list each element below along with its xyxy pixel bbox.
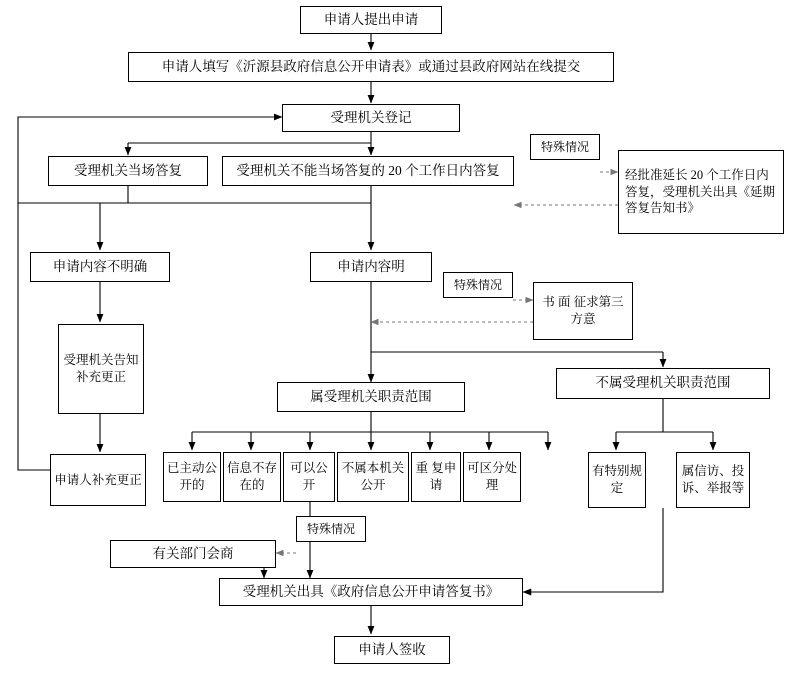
node-special-regulation: 有特别规定: [588, 452, 646, 508]
node-extension-notice: 经批准延长 20 个工作日内答复，受理机关出具《延期答复告知书》: [618, 150, 784, 234]
node-within-duty: 属受理机关职责范围: [277, 382, 465, 412]
node-special-case-1: 特殊情况: [530, 134, 600, 160]
node-special-case-3: 特殊情况: [296, 516, 366, 542]
node-special-case-2: 特殊情况: [443, 272, 513, 298]
node-applicant-supplement: 申请人补充更正: [50, 454, 146, 506]
node-content-clear: 申请内容明: [310, 252, 432, 282]
node-applicant-submit: 申请人提出申请: [300, 6, 442, 34]
node-not-this-agency: 不属本机关公开: [337, 452, 409, 502]
node-can-disclose: 可以公开: [283, 452, 335, 502]
node-outside-duty: 不属受理机关职责范围: [556, 368, 770, 399]
node-fill-form: 申请人填写《沂源县政府信息公开申请表》或通过县政府网站在线提交: [128, 52, 614, 82]
node-separable: 可区分处理: [463, 452, 521, 502]
node-petition-complaint: 属信访、投诉、举报等: [676, 452, 750, 508]
node-not-exist: 信息不存在的: [223, 452, 281, 502]
node-applicant-receipt: 申请人签收: [334, 636, 450, 664]
node-20-working-days: 受理机关不能当场答复的 20 个工作日内答复: [222, 156, 514, 186]
node-duplicate-request: 重 复申请: [411, 452, 461, 502]
node-third-party-opinion: 书 面 征求第三方意: [533, 282, 633, 340]
node-content-unclear: 申请内容不明确: [30, 252, 170, 282]
node-department-consultation: 有关部门会商: [110, 540, 276, 568]
node-already-public: 已主动公开的: [163, 452, 221, 502]
node-onsite-reply: 受理机关当场答复: [48, 156, 208, 186]
node-notify-supplement: 受理机关告知补充更正: [58, 324, 144, 414]
node-registration: 受理机关登记: [282, 104, 460, 132]
node-issue-reply: 受理机关出具《政府信息公开申请答复书》: [219, 578, 523, 606]
